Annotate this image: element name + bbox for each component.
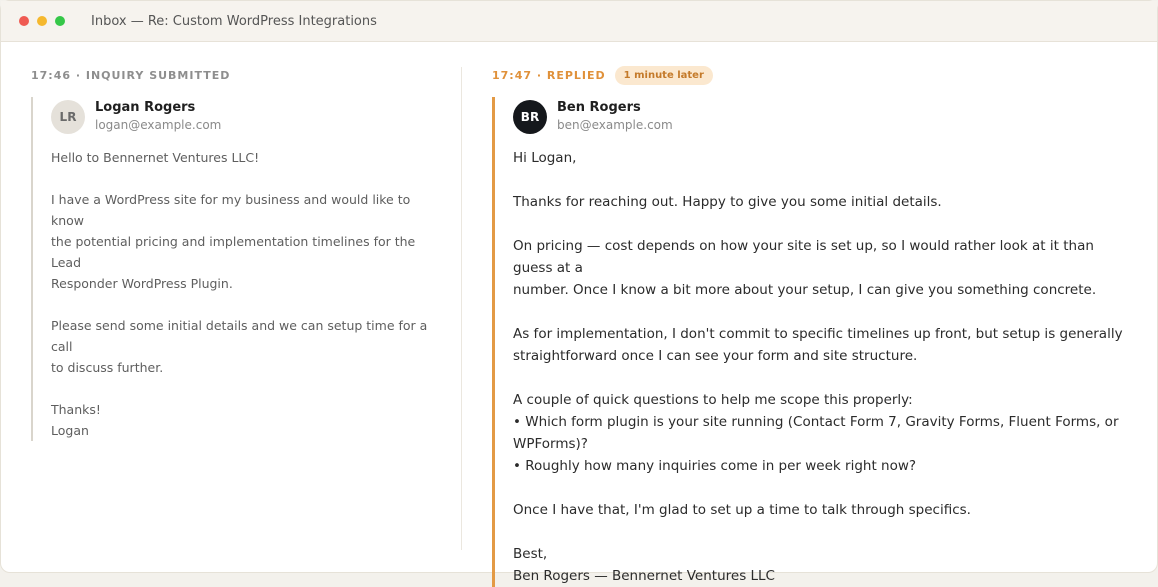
body-line: As for implementation, I don't commit to specific timelines up front, but setup is generally [513,326,1123,342]
body-line: Hello to Bennernet Ventures LLC! [51,150,260,165]
sender-email: logan@example.com [95,118,222,132]
body-line: Best, [513,546,548,562]
paragraph-gap [513,213,1132,235]
sender-name: Logan Rogers [95,100,196,115]
body-line: to discuss further. [51,360,164,375]
paragraph-gap [513,367,1132,389]
paragraph-gap [513,169,1132,191]
response-time-badge: 1 minute later [615,66,713,85]
body-line: • Roughly how many inquiries come in per week right now? [513,458,917,474]
body-line: • Which form plugin is your site running (Contact Form 7, Gravity Forms, Fluent Forms, or [513,414,1119,430]
maximize-window-button[interactable] [55,16,65,26]
sender-name: Ben Rogers [557,100,641,115]
body-line: Responder WordPress Plugin. [51,276,233,291]
body-line: Thanks! [51,402,101,417]
window-title: Inbox — Re: Custom WordPress Integrations [91,13,377,29]
sender-email: ben@example.com [557,118,673,132]
body-line: Ben Rogers — Bennernet Ventures LLC [513,568,775,584]
body-line: On pricing — cost depends on how your site is set up, so I would rather look at it than guess at a [513,238,1094,276]
inquiry-message [31,97,441,441]
body-line: A couple of quick questions to help me scope this properly: [513,392,913,408]
paragraph-gap [513,301,1132,323]
body-line: number. Once I know a bit more about your setup, I can give you something concrete. [513,282,1097,298]
paragraph-gap [513,521,1132,543]
reply-body [513,147,1132,587]
paragraph-gap [51,378,441,399]
reply-meta [492,68,1132,82]
body-line: Thanks for reaching out. Happy to give you some initial details. [513,194,942,210]
body-line: Hi Logan, [513,150,577,166]
body-line: Once I have that, I'm glad to set up a time to talk through specifics. [513,502,971,518]
body-line: the potential pricing and implementation timelines for the Lead [51,234,416,270]
body-line: WPForms)? [513,436,588,452]
reply-message [492,97,1132,587]
paragraph-gap [51,294,441,315]
inquiry-column [31,43,441,441]
body-line: straightforward once I can see your form and site structure. [513,348,918,364]
avatar: LR [51,100,85,134]
reply-meta-label: 17:47 · REPLIED [492,68,606,82]
body-line: I have a WordPress site for my business and would like to know [51,192,411,228]
body-line: Logan [51,423,89,438]
reply-column [492,43,1132,587]
inquiry-body [51,147,441,441]
title-bar [1,1,1157,42]
reply-sender [513,97,1132,137]
body-line: Please send some initial details and we can setup time for a call [51,318,428,354]
inquiry-meta: 17:46 · INQUIRY SUBMITTED [31,68,231,82]
close-window-button[interactable] [19,16,29,26]
paragraph-gap [51,168,441,189]
avatar: BR [513,100,547,134]
minimize-window-button[interactable] [37,16,47,26]
inquiry-sender [51,97,441,137]
column-divider [461,67,462,550]
paragraph-gap [513,477,1132,499]
thread-content [1,43,1157,584]
